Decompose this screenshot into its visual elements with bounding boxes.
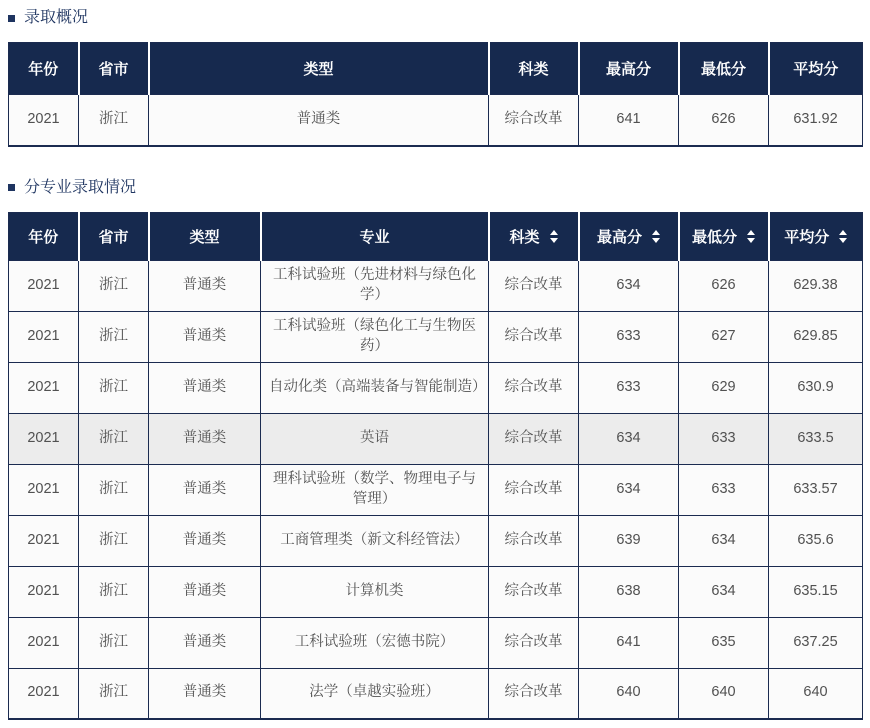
- column-header-label: 平均分: [784, 228, 830, 246]
- cell-province: 浙江: [79, 362, 149, 413]
- cell-min: 635: [679, 617, 769, 668]
- cell-major: 工科试验班（先进材料与绿色化学）: [261, 260, 489, 311]
- cell-max: 634: [579, 260, 679, 311]
- cell-max: 633: [579, 311, 679, 362]
- column-header-max: [579, 43, 679, 95]
- cell-subject: 综合改革: [489, 668, 579, 719]
- table-row: [9, 260, 863, 311]
- cell-avg: 631.92: [769, 95, 863, 146]
- section-admission-by-major: [8, 178, 862, 721]
- cell-min: 634: [679, 515, 769, 566]
- cell-avg: 637.25: [769, 617, 863, 668]
- section-title-text: 录取概况: [24, 9, 89, 26]
- cell-avg: 630.9: [769, 362, 863, 413]
- column-header-label: 年份: [28, 61, 59, 78]
- column-header-type: [149, 43, 489, 95]
- header-row: [9, 212, 863, 260]
- cell-province: 浙江: [79, 464, 149, 515]
- cell-province: 浙江: [79, 260, 149, 311]
- column-header-year: [9, 212, 79, 260]
- column-header-major: [261, 212, 489, 260]
- table-row: [9, 95, 863, 146]
- cell-max: 639: [579, 515, 679, 566]
- cell-major: 理科试验班（数学、物理电子与管理）: [261, 464, 489, 515]
- column-header-label: 省市: [98, 61, 129, 78]
- cell-min: 626: [679, 260, 769, 311]
- cell-max: 641: [579, 617, 679, 668]
- cell-major: 计算机类: [261, 566, 489, 617]
- column-header-avg: [769, 43, 863, 95]
- cell-type: 普通类: [149, 311, 261, 362]
- cell-avg: 635.6: [769, 515, 863, 566]
- cell-subject: 综合改革: [489, 260, 579, 311]
- section-title-text: 分专业录取情况: [24, 178, 137, 196]
- cell-max: 641: [579, 95, 679, 146]
- sort-icon: [550, 230, 558, 243]
- column-header-label: 最低分: [700, 61, 746, 78]
- sort-icon: [839, 230, 847, 243]
- cell-year: 2021: [9, 95, 79, 146]
- cell-avg: 629.85: [769, 311, 863, 362]
- column-header-label: 科类: [518, 61, 549, 78]
- column-header-label: 最高分: [605, 61, 651, 78]
- square-bullet-icon: [8, 15, 15, 22]
- cell-min: 633: [679, 464, 769, 515]
- cell-subject: 综合改革: [489, 362, 579, 413]
- cell-avg: 629.38: [769, 260, 863, 311]
- cell-min: 629: [679, 362, 769, 413]
- cell-type: 普通类: [149, 260, 261, 311]
- cell-min: 627: [679, 311, 769, 362]
- cell-major: 法学（卓越实验班）: [261, 668, 489, 719]
- cell-year: 2021: [9, 413, 79, 464]
- column-header-label: 最低分: [691, 228, 737, 246]
- cell-year: 2021: [9, 617, 79, 668]
- cell-min: 633: [679, 413, 769, 464]
- table-row: [9, 515, 863, 566]
- cell-max: 638: [579, 566, 679, 617]
- cell-type: 普通类: [149, 566, 261, 617]
- cell-subject: 综合改革: [489, 617, 579, 668]
- table-row: [9, 311, 863, 362]
- column-header-subject[interactable]: [489, 212, 579, 260]
- column-header-label: 省市: [98, 228, 129, 246]
- table-row: [9, 617, 863, 668]
- cell-province: 浙江: [79, 617, 149, 668]
- cell-max: 640: [579, 668, 679, 719]
- sort-icon: [652, 230, 660, 243]
- cell-avg: 640: [769, 668, 863, 719]
- cell-max: 634: [579, 413, 679, 464]
- cell-min: 634: [679, 566, 769, 617]
- cell-year: 2021: [9, 515, 79, 566]
- cell-subject: 综合改革: [489, 464, 579, 515]
- cell-avg: 633.57: [769, 464, 863, 515]
- cell-subject: 综合改革: [489, 566, 579, 617]
- table-row: [9, 566, 863, 617]
- column-header-year: [9, 43, 79, 95]
- cell-year: 2021: [9, 362, 79, 413]
- column-header-subject: [489, 43, 579, 95]
- cell-min: 626: [679, 95, 769, 146]
- column-header-province: [79, 43, 149, 95]
- cell-type: 普通类: [149, 95, 489, 146]
- cell-type: 普通类: [149, 668, 261, 719]
- cell-max: 634: [579, 464, 679, 515]
- admission-overview-table: [8, 42, 863, 147]
- section-admission-overview: [8, 8, 862, 147]
- cell-type: 普通类: [149, 413, 261, 464]
- cell-avg: 633.5: [769, 413, 863, 464]
- cell-province: 浙江: [79, 311, 149, 362]
- cell-subject: 综合改革: [489, 311, 579, 362]
- column-header-label: 平均分: [793, 61, 839, 78]
- cell-province: 浙江: [79, 515, 149, 566]
- column-header-type: [149, 212, 261, 260]
- column-header-avg[interactable]: [769, 212, 863, 260]
- cell-min: 640: [679, 668, 769, 719]
- cell-type: 普通类: [149, 362, 261, 413]
- cell-year: 2021: [9, 260, 79, 311]
- cell-year: 2021: [9, 668, 79, 719]
- square-bullet-icon: [8, 184, 15, 191]
- cell-type: 普通类: [149, 515, 261, 566]
- column-header-label: 科类: [509, 228, 540, 246]
- column-header-max[interactable]: [579, 212, 679, 260]
- column-header-label: 专业: [359, 228, 390, 246]
- admission-by-major-table: [8, 212, 863, 721]
- column-header-label: 类型: [303, 61, 334, 78]
- cell-subject: 综合改革: [489, 515, 579, 566]
- column-header-min: [679, 43, 769, 95]
- cell-subject: 综合改革: [489, 95, 579, 146]
- cell-province: 浙江: [79, 413, 149, 464]
- column-header-min[interactable]: [679, 212, 769, 260]
- cell-major: 工科试验班（绿色化工与生物医药）: [261, 311, 489, 362]
- cell-type: 普通类: [149, 617, 261, 668]
- header-row: [9, 43, 863, 95]
- cell-max: 633: [579, 362, 679, 413]
- cell-province: 浙江: [79, 668, 149, 719]
- cell-major: 工商管理类（新文科经管法）: [261, 515, 489, 566]
- table-row: [9, 362, 863, 413]
- cell-year: 2021: [9, 464, 79, 515]
- cell-type: 普通类: [149, 464, 261, 515]
- cell-avg: 635.15: [769, 566, 863, 617]
- cell-year: 2021: [9, 311, 79, 362]
- table-row: [9, 464, 863, 515]
- cell-major: 英语: [261, 413, 489, 464]
- cell-major: 工科试验班（宏德书院）: [261, 617, 489, 668]
- cell-province: 浙江: [79, 566, 149, 617]
- cell-province: 浙江: [79, 95, 149, 146]
- table-row: [9, 668, 863, 719]
- section-title-admission-by-major: [8, 178, 862, 198]
- sort-icon: [747, 230, 755, 243]
- cell-major: 自动化类（高端装备与智能制造）: [261, 362, 489, 413]
- cell-year: 2021: [9, 566, 79, 617]
- column-header-label: 类型: [189, 228, 220, 246]
- column-header-label: 最高分: [596, 228, 642, 246]
- column-header-province: [79, 212, 149, 260]
- table-row: [9, 413, 863, 464]
- section-title-admission-overview: [8, 8, 862, 28]
- cell-subject: 综合改革: [489, 413, 579, 464]
- column-header-label: 年份: [28, 228, 59, 246]
